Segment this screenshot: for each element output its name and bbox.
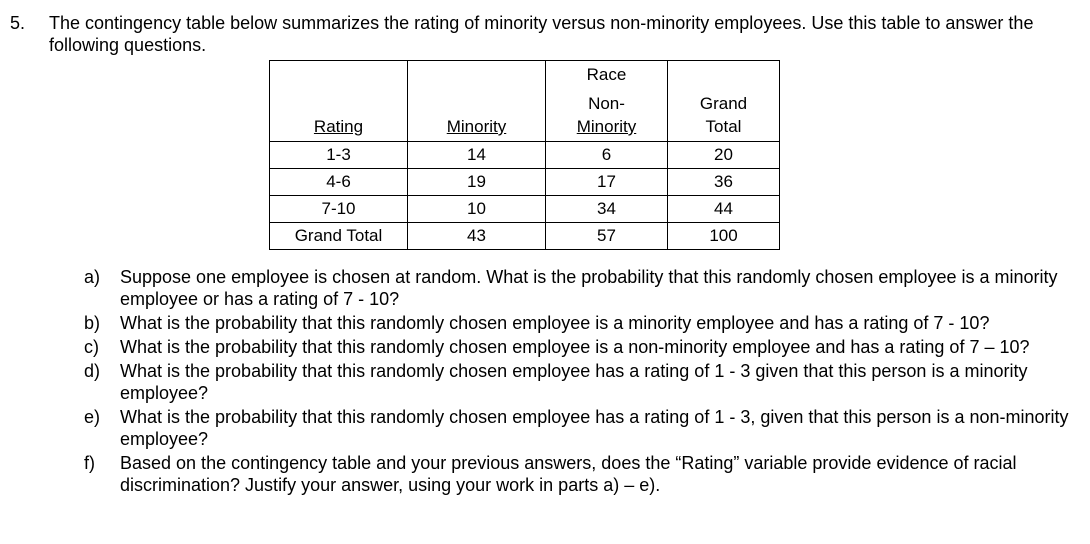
question-part-c <box>84 336 1074 358</box>
header-grand-total-line2: Total <box>705 117 742 136</box>
question-parts-list <box>84 266 1074 498</box>
table-cell: 17 <box>546 169 668 196</box>
header-cell-non-minority <box>546 61 668 142</box>
table-total-row <box>270 223 780 250</box>
part-text: What is the probability that this randomly chosen employee is a minority employee and has a rating of 7 - 10? <box>120 313 990 333</box>
table-cell: 36 <box>668 169 780 196</box>
question-part-d <box>84 360 1074 404</box>
header-non-minority-line1: Non- <box>588 94 625 113</box>
question-part-b <box>84 312 1074 334</box>
question-text: The contingency table below summarizes the rating of minority versus non-minority employees. Use this table to answer the following questions. <box>49 13 1034 55</box>
question-part-e <box>84 406 1074 450</box>
table-cell: 100 <box>668 223 780 250</box>
table-row <box>270 142 780 169</box>
header-non-minority-line2: Minority <box>576 117 637 136</box>
table-cell: 44 <box>668 196 780 223</box>
table-cell: 6 <box>546 142 668 169</box>
table-cell: 14 <box>408 142 546 169</box>
table-header-row <box>270 61 780 142</box>
question-part-a <box>84 266 1074 310</box>
part-text: Suppose one employee is chosen at random. What is the probability that this randomly chosen employee is a minority employee or has a rating of 7 - 10? <box>120 267 1058 309</box>
table-cell: 1-3 <box>270 142 408 169</box>
header-rating-label: Rating <box>313 117 364 136</box>
part-label: d) <box>84 361 101 381</box>
header-cell-grand-total <box>668 61 780 142</box>
table-cell: 20 <box>668 142 780 169</box>
part-text: Based on the contingency table and your previous answers, does the “Rating” variable provide evidence of racial discrimination? Justify your answer, using your work in parts a) – e). <box>120 453 1017 495</box>
question-number: 5. <box>10 13 26 33</box>
table-cell: 10 <box>408 196 546 223</box>
table-cell: 7-10 <box>270 196 408 223</box>
question-part-f <box>84 452 1074 496</box>
header-cell-minority <box>408 61 546 142</box>
header-grand-total-line1: Grand <box>699 94 748 113</box>
contingency-table <box>269 60 780 250</box>
table-cell: 4-6 <box>270 169 408 196</box>
table-cell: 34 <box>546 196 668 223</box>
part-text: What is the probability that this randomly chosen employee is a non-minority employee and has a rating of 7 – 10? <box>120 337 1030 357</box>
table-cell: 43 <box>408 223 546 250</box>
part-label: c) <box>84 337 99 357</box>
table-cell: Grand Total <box>270 223 408 250</box>
race-label: Race <box>586 65 627 84</box>
part-label: a) <box>84 267 101 287</box>
table-row <box>270 169 780 196</box>
table-row <box>270 196 780 223</box>
part-label: f) <box>84 453 95 473</box>
part-text: What is the probability that this randomly chosen employee has a rating of 1 - 3 given that this person is a minority employee? <box>120 361 1028 403</box>
part-label: b) <box>84 313 101 333</box>
table-cell: 19 <box>408 169 546 196</box>
table-cell: 57 <box>546 223 668 250</box>
header-minority-label: Minority <box>446 117 507 136</box>
part-label: e) <box>84 407 101 427</box>
header-cell-rating <box>270 61 408 142</box>
part-text: What is the probability that this randomly chosen employee has a rating of 1 - 3, given that this person is a non-minority employee? <box>120 407 1069 449</box>
